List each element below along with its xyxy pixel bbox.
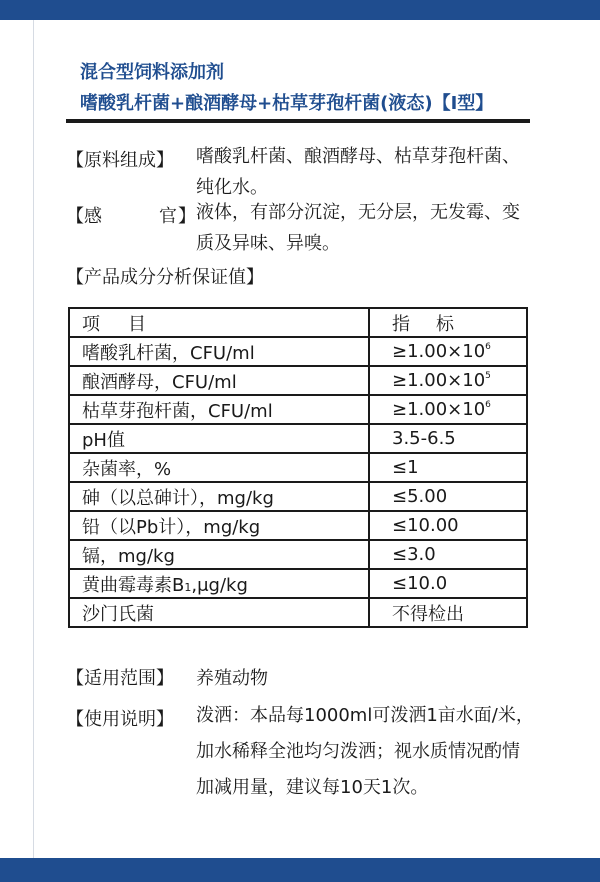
row-value: $\ge 1.00\times 10^6$ — [369, 395, 527, 424]
usage-text: 泼洒：本品每1000ml可泼洒1亩水面/米，加水稀释全池均匀泼洒；视水质情况酌情加减用量，建议每10天1次。 — [196, 705, 534, 798]
table-row — [69, 395, 527, 424]
row-item: 铅（以Pb计），mg/kg — [69, 511, 369, 540]
row-value: ≤10.00 — [369, 511, 527, 540]
table-row — [69, 598, 527, 627]
scope-text: 养殖动物 — [196, 668, 268, 689]
row-value: ≤3.0 — [369, 540, 527, 569]
sensory-char-2: 官 — [159, 206, 177, 227]
row-item: pH值 — [69, 424, 369, 453]
product-category-title: 混合型饲料添加剂 — [80, 62, 224, 83]
usage-label: 【使用说明】 — [66, 709, 174, 730]
composition-text: 嗜酸乳杆菌、酿酒酵母、枯草芽孢杆菌、纯化水。 — [196, 146, 520, 198]
row-exponent: 6 — [485, 400, 491, 410]
guarantee-table — [68, 307, 528, 628]
top-band — [0, 0, 600, 20]
row-value: ≤1 — [369, 453, 527, 482]
sensory-bracket-left: 【 — [66, 206, 84, 227]
row-item: 镉，mg/kg — [69, 540, 369, 569]
analysis-title: 【产品成分分析保证值】 — [66, 267, 264, 288]
row-subscript: 1 — [184, 580, 192, 594]
scope-label: 【适用范围】 — [66, 668, 174, 689]
row-value: 不得检出 — [369, 598, 527, 627]
table-row — [69, 453, 527, 482]
table-row — [69, 511, 527, 540]
table-row — [69, 366, 527, 395]
row-value: ≤5.00 — [369, 482, 527, 511]
product-name-title: 嗜酸乳杆菌+酿酒酵母+枯草芽孢杆菌(液态)【Ⅰ型】 — [80, 93, 494, 114]
table-header-row — [69, 308, 527, 337]
bottom-band — [0, 858, 600, 882]
row-item: 嗜酸乳杆菌，CFU/ml — [69, 337, 369, 366]
row-value: $\ge 1.00\times 10^6$ — [369, 337, 527, 366]
header-value: 指标 — [369, 308, 527, 337]
row-item: 砷（以总砷计），mg/kg — [69, 482, 369, 511]
table-row — [69, 424, 527, 453]
sensory-text: 液体，有部分沉淀，无分层，无发霉、变质及异味、异嗅。 — [196, 202, 520, 254]
row-item: 枯草芽孢杆菌，CFU/ml — [69, 395, 369, 424]
row-value: ≤10.0 — [369, 569, 527, 598]
sensory-bracket-right: 】 — [178, 206, 196, 227]
composition-label: 【原料组成】 — [66, 150, 174, 171]
left-margin-line — [33, 20, 34, 858]
table-row — [69, 540, 527, 569]
sensory-char-1: 感 — [84, 206, 102, 227]
table-row — [69, 337, 527, 366]
table-row — [69, 482, 527, 511]
row-value: $\ge 1.00\times 10^5$ — [369, 366, 527, 395]
row-item: 沙门氏菌 — [69, 598, 369, 627]
row-item: 杂菌率，% — [69, 453, 369, 482]
row-item: 黄曲霉毒素B1,μg/kg — [69, 569, 369, 598]
row-exponent: 6 — [485, 342, 491, 352]
title-divider — [66, 119, 530, 123]
row-item: 酿酒酵母，CFU/ml — [69, 366, 369, 395]
header-item: 项目 — [69, 308, 369, 337]
row-value: 3.5-6.5 — [369, 424, 527, 453]
table-row — [69, 569, 527, 598]
row-exponent: 5 — [485, 371, 491, 381]
